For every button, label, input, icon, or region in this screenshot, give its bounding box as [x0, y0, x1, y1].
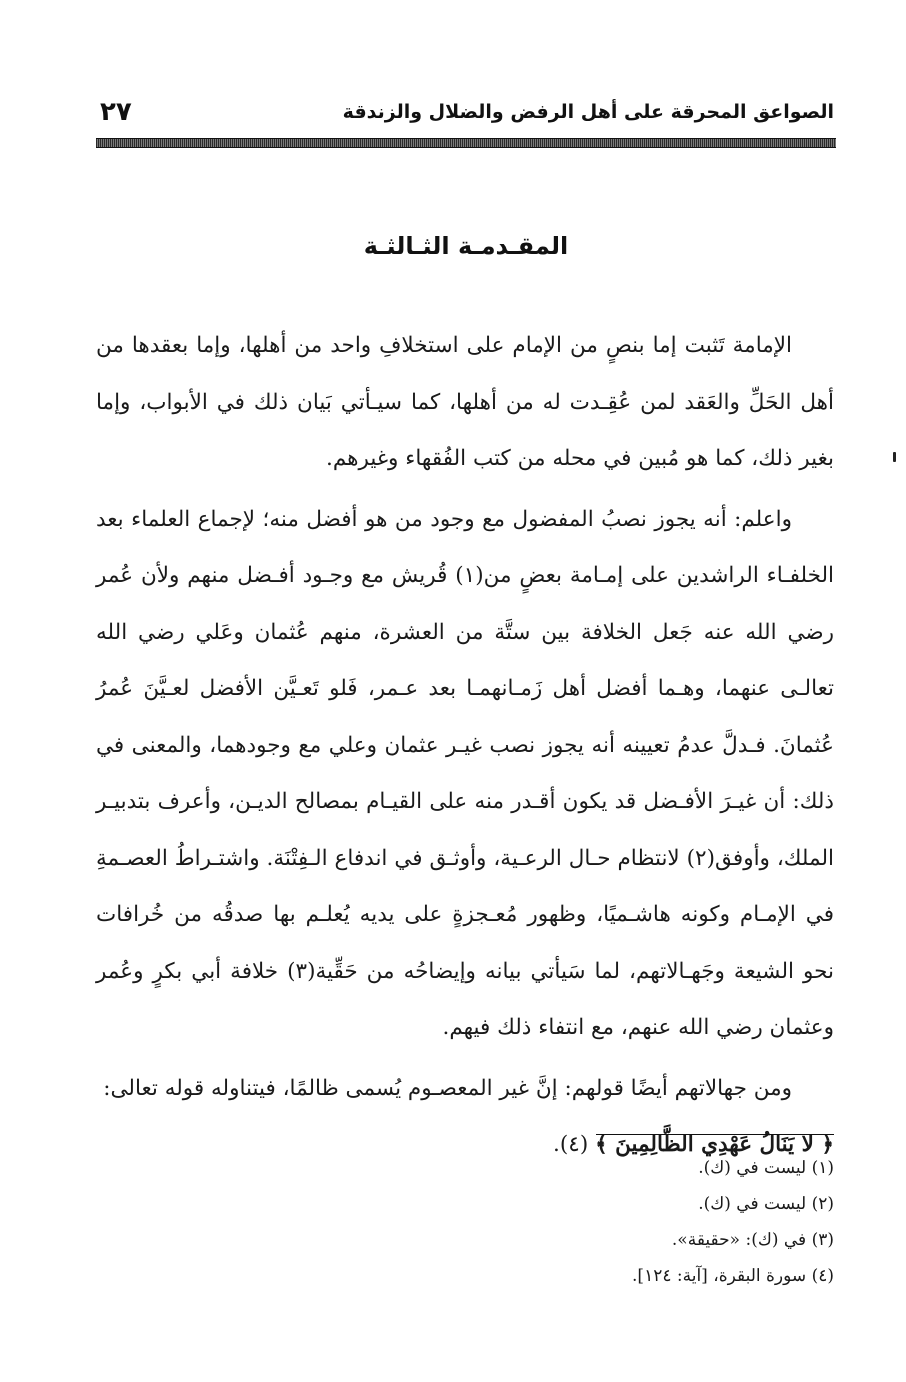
- header-rule: [96, 138, 836, 148]
- footnote-3: (٣) في (ك): «حقيقة».: [671, 1230, 834, 1250]
- paragraph-ignorance: ومن جهالاتهم أيضًا قولهم: إنَّ غير المعصـوم يُسمى ظالمًا، فيتناوله قوله تعالى:: [103, 1075, 792, 1101]
- paragraph-know: واعلم: أنه يجوز نصبُ المفضول مع وجود من هو أفضل منه؛ لإجماع العلماء بعد الخلفـاء الراشدين على إمـامة بعضٍ من(١) قُريش مع وجـود أفـضل منهم ولأن عُمر رضي الله عنه جَعل الخلافة بين ستَّة من العشرة، منهم عُثمان وعَلي رضي الله تعالـى عنهما، وهـما أفضل أهل زَمـانهمـا بعد عـمر، فَلو تَعـيَّن الأفضل لعـيَّنَ عُمرُ عُثمانَ. فـدلَّ عدمُ تعيينه أنه يجوز نصب غيـر عثمان وعلي مع وجودهما، والمعنى في ذلك: أن غيـرَ الأفـضل قد يكون أقـدر منه على القيـام بمصالح الديـن، وأعرف بتدبيـر الملك، وأوفق(٢) لانتظام حـال الرعـية، وأوثـق في اندفاع الـفِتْنَة. واشتـراطُ العصـمةِ في الإمـام وكونه هاشـميًا، وظهور مُعـجزةٍ على يديه يُعلـم بها صدقُه من خُرافات نحو الشيعة وجَهـالاتهم، لما سَيأتي بيانه وإيضاحُه من حَقِّية(٣) خلافة أبي بكرٍ وعُمر وعثمان رضي الله عنهم، مع انتفاء ذلك فيهم.: [96, 506, 834, 1040]
- footnote-2: (٢) ليست في (ك).: [698, 1194, 834, 1214]
- verse-footnote-ref: (٤).: [553, 1132, 589, 1157]
- page-number: ٢٧: [100, 97, 132, 127]
- footnote-1: (١) ليست في (ك).: [698, 1158, 834, 1178]
- footnote-4: (٤) سورة البقرة، [آية: ١٢٤].: [632, 1266, 834, 1286]
- footnote-rule: [596, 1134, 834, 1135]
- paragraph-imamate: الإمامة تَثبت إما بنصٍ من الإمام على استخلافِ واحد من أهلها، وإما بعقدها من أهل الحَلِّ والعَقد لمن عُقِـدت له من أهلها، كما سيـأتي بَيان ذلك في الأبواب، وإما بغير ذلك، كما هو مُبين في محله من كتب الفُقهاء وغيرهم.: [96, 333, 834, 471]
- running-head: [100, 92, 834, 132]
- book-title: الصواعق المحرقة على أهل الرفض والضلال والزندقة: [342, 101, 834, 123]
- footnotes: [96, 1150, 834, 1294]
- body-text: [96, 318, 834, 1174]
- section-title: المقـدمـة الثـالثـة: [363, 232, 569, 260]
- margin-mark: [893, 452, 896, 462]
- quran-verse: ﴿ لا يَنَالُ عَهْدِي الظَّالِمِينَ ﴾: [595, 1132, 834, 1157]
